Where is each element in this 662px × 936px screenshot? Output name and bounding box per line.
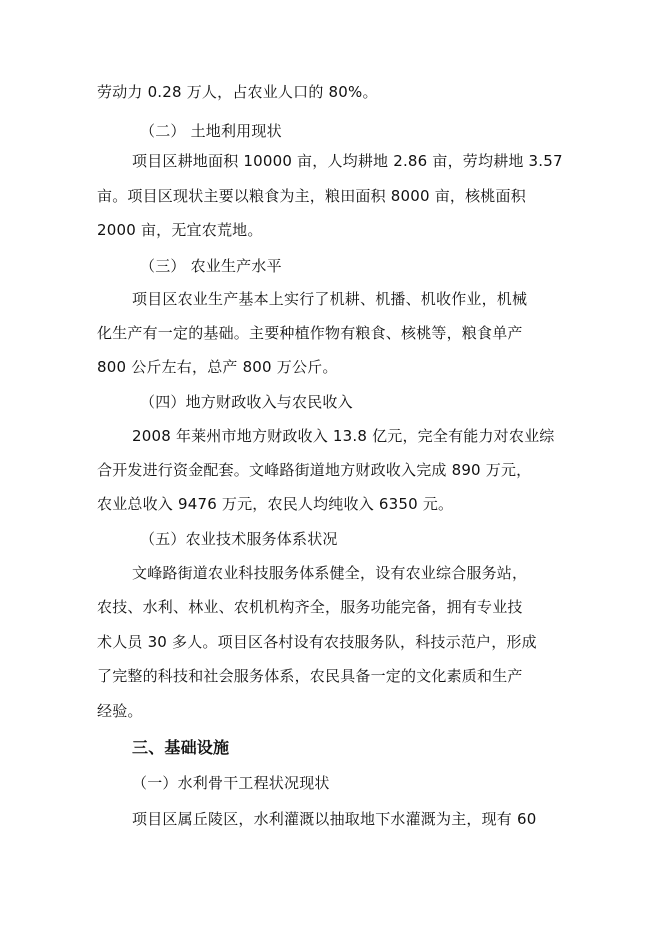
section-heading: （五）农业技术服务体系状况 [140, 530, 338, 548]
paragraph-line: 2008 年莱州市地方财政收入 13.8 亿元，完全有能力对农业综 [132, 427, 555, 445]
paragraph-line: 800 公斤左右，总产 800 万公斤。 [97, 358, 338, 376]
paragraph-line: 农业总收入 9476 万元，农民人均纯收入 6350 元。 [97, 495, 454, 513]
paragraph-line: 术人员 30 多人。项目区各村设有农技服务队，科技示范户，形成 [97, 633, 537, 651]
paragraph-line: 农技、水利、林业、农机机构齐全，服务功能完备，拥有专业技 [97, 598, 523, 616]
paragraph-line: 了完整的科技和社会服务体系，农民具备一定的文化素质和生产 [97, 667, 523, 685]
section-heading: （二） 土地利用现状 [140, 122, 282, 140]
paragraph-line: 文峰路街道农业科技服务体系健全，设有农业综合服务站， [132, 564, 528, 582]
paragraph-line: 化生产有一定的基础。主要种植作物有粮食、核桃等，粮食单产 [97, 324, 523, 342]
paragraph-line: 经验。 [97, 702, 143, 720]
chapter-heading: 三、基础设施 [132, 738, 230, 757]
paragraph-line: 亩。项目区现状主要以粮食为主，粮田面积 8000 亩，核桃面积 [97, 187, 526, 205]
section-heading: （四）地方财政收入与农民收入 [140, 393, 353, 411]
section-heading: （三） 农业生产水平 [140, 257, 282, 275]
paragraph-line: 2000 亩，无宜农荒地。 [97, 221, 263, 239]
paragraph-line: 项目区耕地面积 10000 亩，人均耕地 2.86 亩，劳均耕地 3.57 [132, 152, 563, 170]
paragraph-line: 合开发进行资金配套。文峰路街道地方财政收入完成 890 万元， [97, 461, 532, 479]
paragraph-line: 项目区属丘陵区，水利灌溉以抽取地下水灌溉为主，现有 60 [132, 810, 537, 828]
section-heading: （一）水利骨干工程状况现状 [132, 774, 330, 792]
paragraph-line: 劳动力 0.28 万人，占农业人口的 80%。 [97, 83, 378, 101]
paragraph-line: 项目区农业生产基本上实行了机耕、机播、机收作业，机械 [132, 290, 528, 308]
